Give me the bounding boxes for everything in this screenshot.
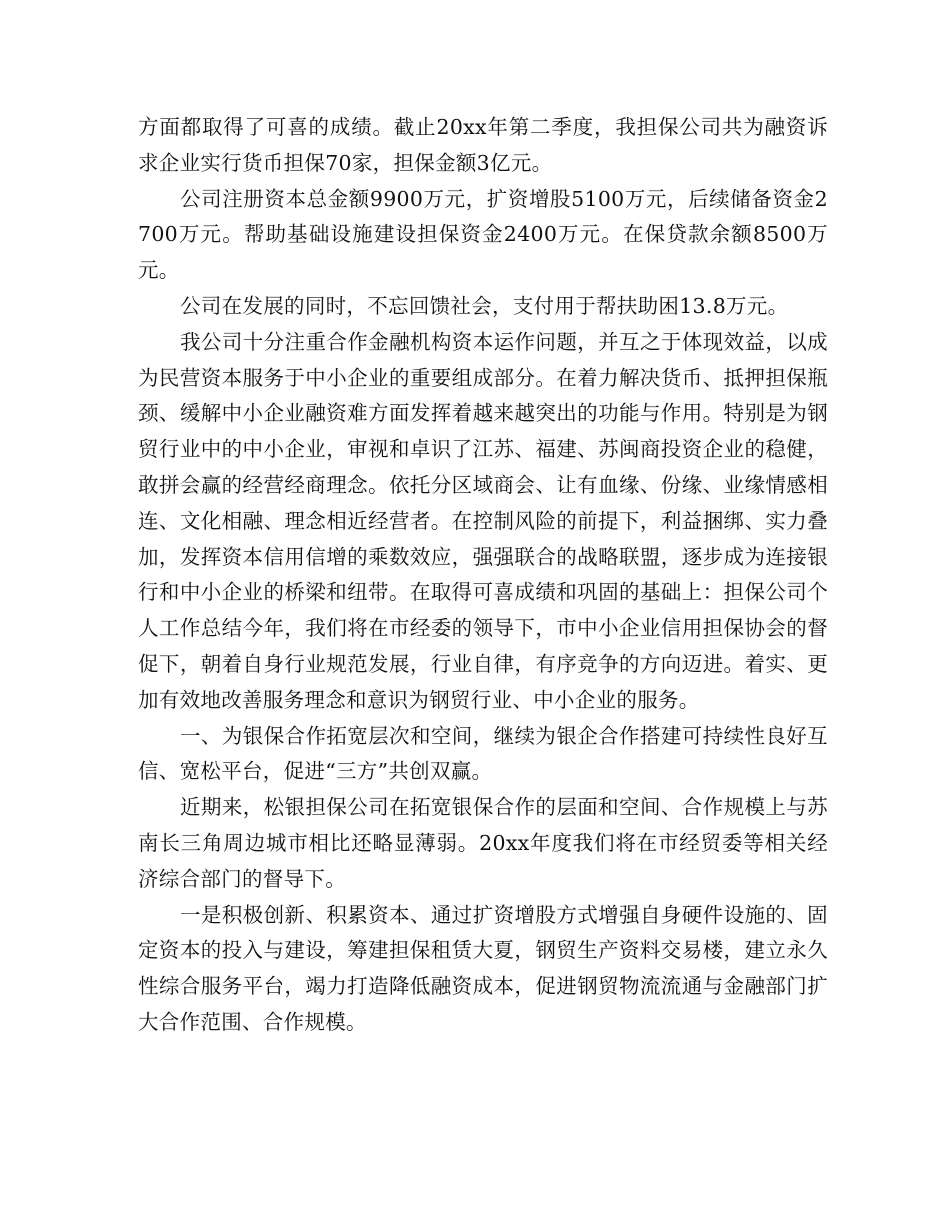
paragraph-1: 方面都取得了可喜的成绩。截止20xx年第二季度，我担保公司共为融资诉求企业实行货币担保70家，担保金额3亿元。: [138, 115, 828, 175]
document-body: [138, 110, 828, 1041]
paragraph-5: 一、为银保合作拓宽层次和空间，继续为银企合作搭建可持续性良好互信、宽松平台，促进“三方”共创双赢。: [138, 723, 828, 784]
paragraph-6: 近期来，松银担保公司在拓宽银保合作的层面和空间、合作规模上与苏南长三角周边城市相比还略显薄弱。20xx年度我们将在市经贸委等相关经济综合部门的督导下。: [138, 795, 828, 891]
paragraph-4: 我公司十分注重合作金融机构资本运作问题，并互之于体现效益，以成为民营资本服务于中小企业的重要组成部分。在着力解决货币、抵押担保瓶颈、缓解中小企业融资难方面发挥着越来越突出的功能与作用。特别是为钢贸行业中的中小企业，审视和卓识了江苏、福建、苏闽商投资企业的稳健，敢拼会赢的经营经商理念。依托分区域商会、让有血缘、份缘、业缘情感相连、文化相融、理念相近经营者。在控制风险的前提下，利益捆绑、实力叠加，发挥资本信用信增的乘数效应，强强联合的战略联盟，逐步成为连接银行和中小企业的桥梁和纽带。在取得可喜成绩和巩固的基础上：担保公司个人工作总结今年，我们将在市经委的领导下，市中小企业信用担保协会的督促下，朝着自身行业规范发展，行业自律，有序竞争的方向迈进。着实、更加有效地改善服务理念和意识为钢贸行业、中小企业的服务。: [138, 329, 828, 712]
paragraph-3: 公司在发展的同时，不忘回馈社会，支付用于帮扶助困13.8万元。: [180, 293, 789, 318]
paragraph-2: 公司注册资本总金额9900万元，扩资增股5100万元，后续储备资金2700万元。帮助基础设施建设担保资金2400万元。在保贷款余额8500万元。: [138, 186, 828, 283]
paragraph-7: 一是积极创新、积累资本、通过扩资增股方式增强自身硬件设施的、固定资本的投入与建设，筹建担保租赁大夏，钢贸生产资料交易楼，建立永久性综合服务平台，竭力打造降低融资成本，促进钢贸物流流通与金融部门扩大合作范围、合作规模。: [138, 902, 828, 1034]
